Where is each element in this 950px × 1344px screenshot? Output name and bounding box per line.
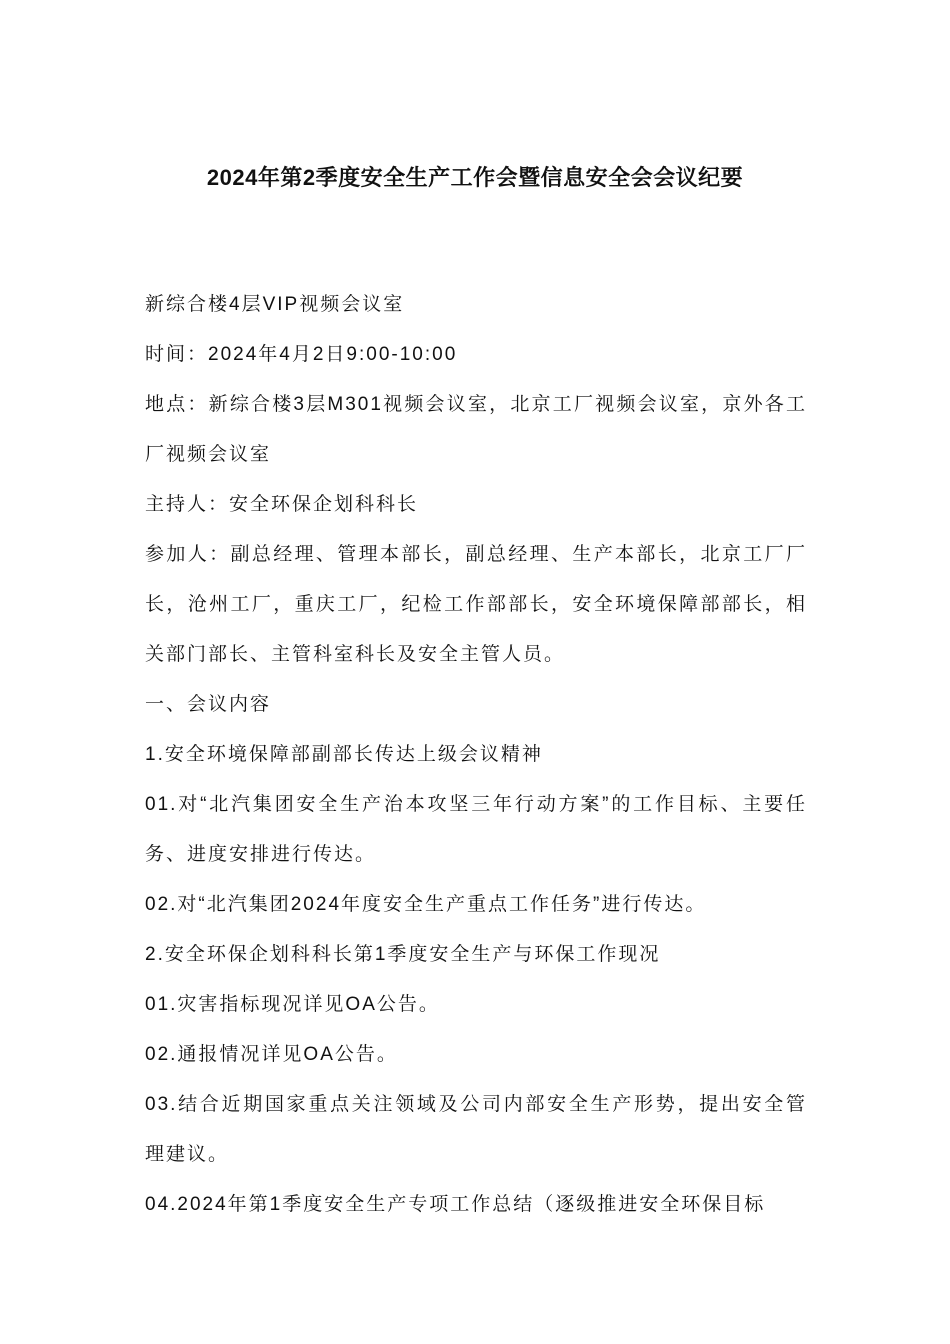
document-body — [145, 280, 807, 1230]
meeting-time-line: 时间：2024年4月2日9:00-10:00 — [145, 344, 458, 365]
list-item: 04.2024年第1季度安全生产专项工作总结（逐级推进安全环保目标 — [145, 1194, 766, 1215]
meeting-host-line: 主持人：安全环保企划科科长 — [145, 494, 419, 515]
meeting-room-line: 新综合楼4层VIP视频会议室 — [145, 294, 405, 315]
meeting-location-line: 地点：新综合楼3层M301视频会议室，北京工厂视频会议室，京外各工厂视频会议室 — [145, 394, 807, 465]
list-item: 02.对“北汽集团2024年度安全生产重点工作任务”进行传达。 — [145, 894, 707, 915]
subsection-heading: 1.安全环境保障部副部长传达上级会议精神 — [145, 744, 543, 765]
subsection-heading: 2.安全环保企划科科长第1季度安全生产与环保工作现况 — [145, 944, 661, 965]
document-title: 2024年第2季度安全生产工作会暨信息安全会会议纪要 — [206, 165, 744, 190]
list-item: 03.结合近期国家重点关注领域及公司内部安全生产形势，提出安全管理建议。 — [145, 1094, 807, 1165]
list-item: 02.通报情况详见OA公告。 — [145, 1044, 398, 1065]
list-item: 01.对“北汽集团安全生产治本攻坚三年行动方案”的工作目标、主要任务、进度安排进行传达。 — [145, 794, 807, 865]
meeting-attendees-line: 参加人：副总经理、管理本部长，副总经理、生产本部长，北京工厂厂长，沧州工厂，重庆工厂，纪检工作部部长，安全环境保障部部长，相关部门部长、主管科室科长及安全主管人员。 — [145, 544, 807, 665]
section-heading: 一、会议内容 — [145, 694, 272, 715]
list-item: 01.灾害指标现况详见OA公告。 — [145, 994, 440, 1015]
